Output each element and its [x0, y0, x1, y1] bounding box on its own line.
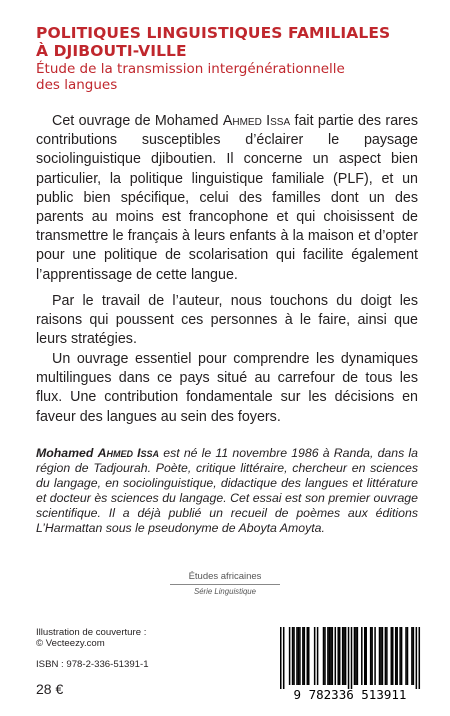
barcode-bar [370, 627, 372, 685]
barcode-bar [296, 627, 298, 685]
barcode-bar [399, 627, 401, 685]
barcode-bar [298, 627, 300, 685]
barcode-bar [302, 627, 304, 685]
barcode-digits: 9 782336 513911 [293, 687, 407, 701]
barcode-bar [345, 627, 347, 685]
barcode-bar [351, 627, 353, 689]
author-bio [36, 446, 418, 537]
barcode-bar [317, 627, 319, 685]
barcode-bar [335, 627, 337, 685]
barcode-bar [411, 627, 413, 685]
barcode-bar [386, 627, 388, 685]
summary-paragraph-3: Un ouvrage essentiel pour comprendre les dynamiques multilingues dans ce pays situé au carrefour de tous les flux. Une contribution fondamentale sur les décisions en faveur des langues au sein des foyers. [36, 351, 418, 425]
barcode-bar [396, 627, 398, 685]
book-subtitle [36, 61, 416, 93]
barcode-bar [304, 627, 306, 685]
bio-name-first: Mohamed [36, 446, 98, 460]
cover-credit [36, 627, 146, 649]
barcode-bar [343, 627, 345, 685]
isbn: ISBN : 978-2-336-51391-1 [36, 659, 149, 670]
bio-text: est né le 11 novembre 1986 à Randa, dans la région de Tadjourah. Poète, critique littéraire, chercheur en sciences du langage, en sociolinguistique, didactique des langues et littérature et docteur ès sciences du langage. Cet essai est son premier ouvrage scientifique. Il a déjà publié un recueil de poèmes aux éditions L’Harmattan sous le pseudonyme de Aboyta Amoyta. [36, 446, 419, 536]
barcode-bar [419, 627, 421, 689]
barcode-bar [391, 627, 393, 685]
barcode-bar [299, 627, 301, 685]
barcode-bar [382, 627, 384, 685]
barcode-bar [330, 627, 332, 685]
barcode-bar [379, 627, 381, 685]
price: 28 € [36, 681, 64, 697]
barcode-bar [342, 627, 344, 685]
barcode-bar [407, 627, 409, 685]
series-logo [170, 571, 280, 596]
barcode-bar [380, 627, 382, 685]
p1-author: Ahmed Issa [222, 113, 291, 129]
book-title [36, 24, 416, 60]
credit-line-2: © Vecteezy.com [36, 638, 105, 649]
isbn-barcode [276, 625, 424, 701]
subtitle-line-1: Étude de la transmission intergénérationnelle [36, 61, 345, 77]
bio-name-sc: Ahmed Issa [97, 446, 160, 460]
series-collection: Études africaines [170, 571, 280, 585]
barcode-bar [374, 627, 376, 685]
barcode-bar [329, 627, 331, 685]
barcode-bar [289, 627, 291, 685]
barcode-bar [405, 627, 407, 685]
barcode-bar [371, 627, 373, 685]
barcode-bar [327, 627, 329, 685]
barcode-bar [355, 627, 357, 685]
subtitle-line-2: des langues [36, 77, 118, 93]
barcode-bar [323, 627, 325, 685]
barcode-bar [401, 627, 403, 685]
barcode-bar [308, 627, 310, 685]
p1-after: fait partie des rares contributions susceptibles d’éclairer le paysage sociolinguistique djiboutien. Il concerne un aspect bien particulier, la politique linguistique familiale (PLF), et un public bien spécifique, celui des familles dont un des parents au moins est francophone et qui choisissent de transmettre le français à leurs enfants à la maison et d’opter pour une politique de scolarisation qui facilite également l’apprentissage de cette langue. [36, 113, 419, 283]
summary-paragraph-2: Par le travail de l’auteur, nous touchons du doigt les raisons qui poussent ces personnes à le faire, ainsi que leurs stratégies. [36, 293, 418, 348]
barcode-bar [364, 627, 366, 685]
barcode-bar [283, 627, 285, 689]
barcode-bar [354, 627, 356, 685]
barcode-bar [365, 627, 367, 685]
barcode-bar [280, 627, 282, 689]
barcode-bar [357, 627, 359, 685]
barcode-bar [416, 627, 418, 689]
barcode-bar [337, 627, 339, 685]
series-name: Série Linguistique [194, 587, 256, 596]
credit-line-1: Illustration de couverture : [36, 627, 147, 638]
barcode-bar [292, 627, 294, 685]
barcode-bar [348, 627, 350, 689]
barcode-bar [324, 627, 326, 685]
barcode-bar [361, 627, 363, 685]
summary-paragraph-1 [36, 112, 418, 285]
barcode-bar [392, 627, 394, 685]
barcode-bar [385, 627, 387, 685]
title-line-1: POLITIQUES LINGUISTIQUES FAMILIALES [36, 24, 391, 42]
p1-before: Cet ouvrage de Mohamed [52, 113, 223, 129]
barcode-bar [293, 627, 295, 685]
barcode-bar [413, 627, 415, 685]
barcode-bar [339, 627, 341, 685]
barcode-bar [332, 627, 334, 685]
barcode-bar [314, 627, 316, 685]
barcode-bar [307, 627, 309, 685]
title-line-2: À DJIBOUTI-VILLE [36, 42, 187, 60]
barcode-bar [395, 627, 397, 685]
